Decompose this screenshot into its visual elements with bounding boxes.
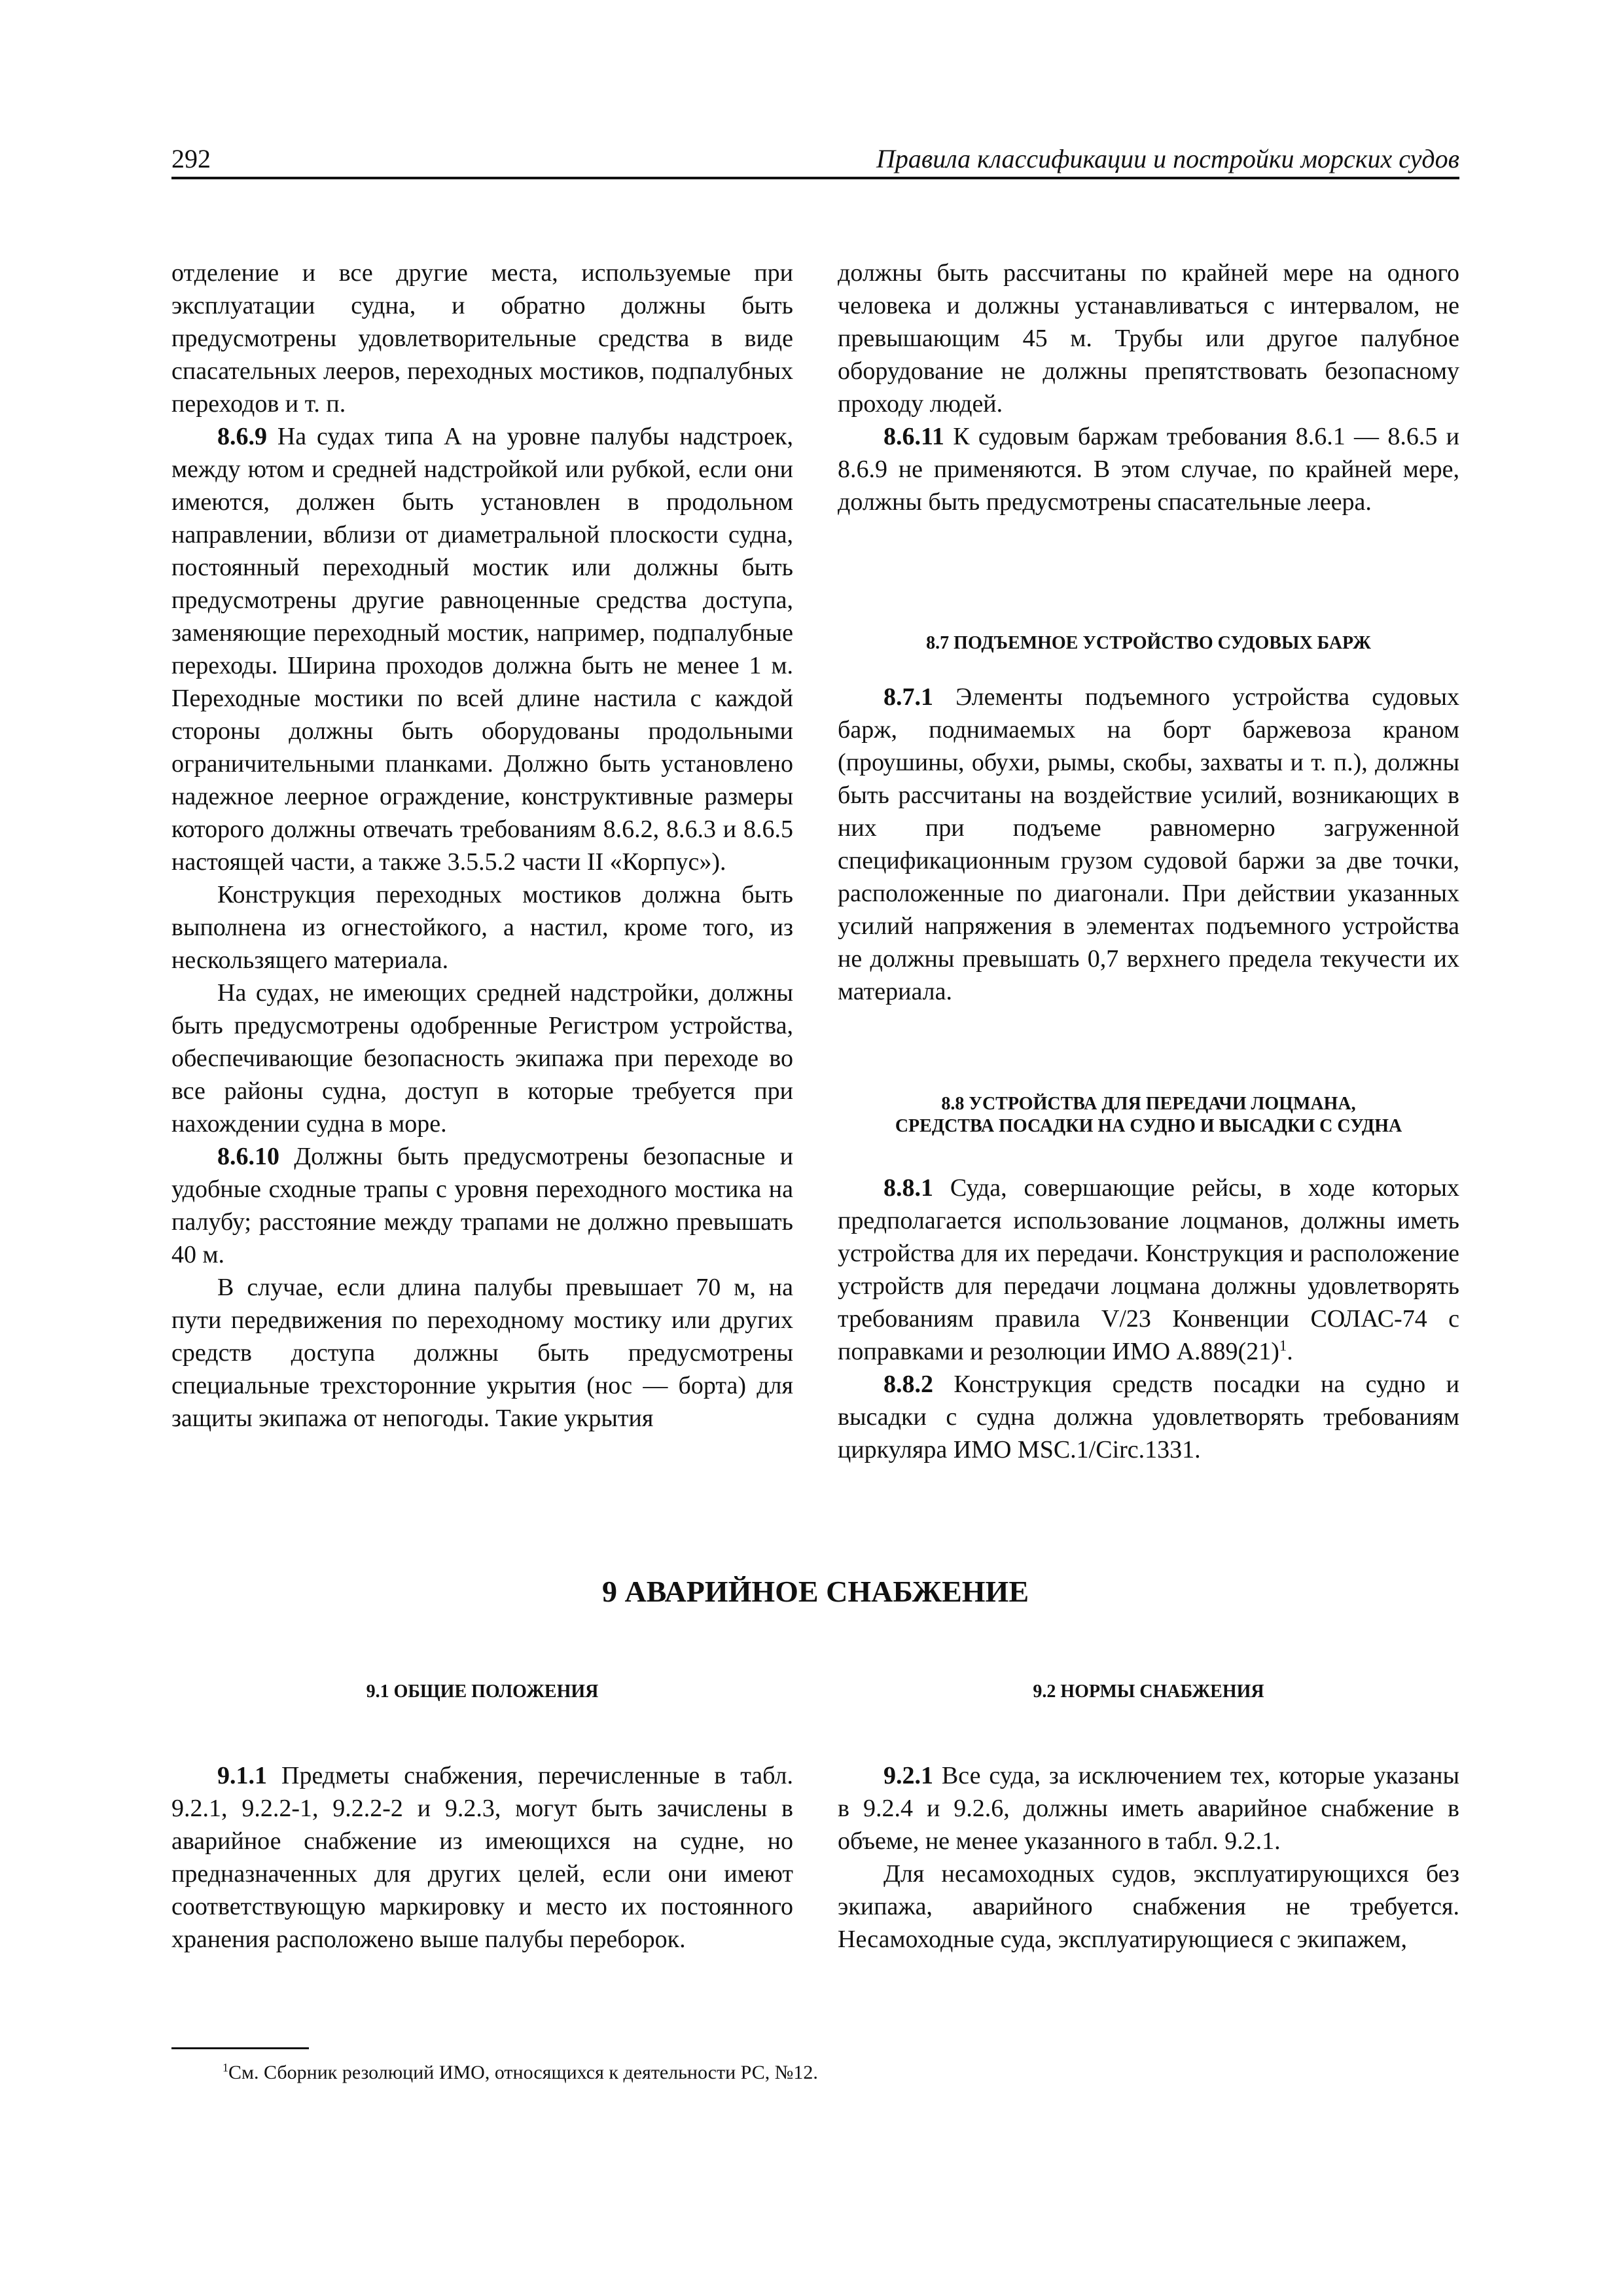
paragraph-9-2-1: 9.2.1 Все суда, за исключением тех, которые указаны в 9.2.4 и 9.2.6, должны иметь аварийное снабжение в объеме, не менее указанного в табл. 9.2.1. [838, 1762, 1459, 1855]
paragraph: Для несамоходных судов, эксплуатирующихся без экипажа, аварийного снабжения не требуется. Несамоходные суда, эксплуатирующиеся с экипажем, [838, 1860, 1459, 1953]
paragraph-8-8-2: 8.8.2 Конструкция средств посадки на судно и высадки с судна должна удовлетворять требованиям циркуляра ИМО MSC.1/Circ.1331. [838, 1371, 1459, 1463]
right-column-8-8 [838, 1172, 1459, 1466]
paragraph-8-6-11: 8.6.11 К судовым баржам требования 8.6.1 — 8.6.5 и 8.6.9 не применяются. В этом случае, по крайней мере, должны быть предусмотрены спасательные леера. [838, 423, 1459, 516]
clause-number: 8.6.9 [217, 423, 267, 450]
footnote-ref: 1 [1279, 1337, 1287, 1354]
paragraph-8-7-1: 8.7.1 Элементы подъемного устройства судовых барж, поднимаемых на борт баржевоза краном (проушины, обухи, рымы, скобы, захваты и т. п.), должны быть рассчитаны на воздействие усилий, возникающих в них при подъеме равномерно загруженной спецификационным грузом судовой баржи за две точки, расположенные по диагонали. При действии указанных усилий напряжения в элементах подъемного устройства не должны превышать 0,7 верхнего предела текучести их материала. [838, 683, 1459, 1005]
paragraph: На судах, не имеющих средней надстройки, должны быть предусмотрены одобренные Регистром устройства, обеспечивающие безопасность экипажа при переходе во все районы судна, доступ в которые требуется при нахождении судна в море. [171, 979, 793, 1138]
left-column-top [171, 257, 793, 1435]
clause-number: 8.8.1 [883, 1174, 933, 1202]
section-heading-8-7: 8.7 ПОДЪЕМНОЕ УСТРОЙСТВО СУДОВЫХ БАРЖ [926, 633, 1371, 653]
paragraph-8-6-10: 8.6.10 Должны быть предусмотрены безопасные и удобные сходные трапы с уровня переходного мостика на палубу; расстояние между трапами не должно превышать 40 м. [171, 1143, 793, 1268]
section-heading-9-1: 9.1 ОБЩИЕ ПОЛОЖЕНИЯ [366, 1681, 599, 1702]
paragraph-9-1-1: 9.1.1 Предметы снабжения, перечисленные в табл. 9.2.1, 9.2.2-1, 9.2.2-2 и 9.2.3, могут быть зачислены в аварийное снабжение из имеющихся на судне, но предназначенных для других целей, если они имеют соответствующую маркировку и место их постоянного хранения расположено выше палубы переборок. [171, 1762, 793, 1953]
running-title: Правила классификации и постройки морских судов [876, 144, 1459, 173]
chapter-heading: 9 АВАРИЙНОЕ СНАБЖЕНИЕ [601, 1575, 1029, 1608]
clause-number: 8.7.1 [883, 683, 933, 711]
paragraph-8-8-1: 8.8.1 Суда, совершающие рейсы, в ходе которых предполагается использование лоцманов, должны иметь устройства для их передачи. Конструкция и расположение устройств для передачи лоцмана должны удовлетворять требованиям правила V/23 Конвенции СОЛАС-74 с поправками и резолюции ИМО $А.889(21)^1$. [838, 1174, 1459, 1365]
paragraph: отделение и все другие места, используемые при эксплуатации судна, и обратно должны быть предусмотрены удовлетворительные средства в виде спасательных лееров, переходных мостиков, подпалубных переходов и т. п. [171, 259, 793, 418]
right-column-8-7 [838, 681, 1459, 1008]
page-number: 292 [171, 144, 211, 173]
page-header [171, 136, 1459, 179]
right-column-9-2 [838, 1759, 1459, 1956]
right-column-top [838, 257, 1459, 518]
clause-number: 9.2.1 [883, 1762, 933, 1789]
paragraph: должны быть рассчитаны по крайней мере на одного человека и должны устанавливаться с интервалом, не превышающим 45 м. Трубы или другое палубное оборудование не должны препятствовать безопасному проходу людей. [838, 259, 1459, 418]
section-heading-9-2: 9.2 НОРМЫ СНАБЖЕНИЯ [1033, 1681, 1264, 1702]
footnote-mark: 1 [223, 2061, 228, 2074]
clause-number: 8.6.10 [217, 1143, 279, 1170]
left-column-9-1 [171, 1759, 793, 1956]
section-heading-8-8: 8.8 УСТРОЙСТВА ДЛЯ ПЕРЕДАЧИ ЛОЦМАНА, СРЕДСТВА ПОСАДКИ НА СУДНО И ВЫСАДКИ С СУДНА [895, 1094, 1402, 1136]
clause-number: 8.6.11 [883, 423, 944, 450]
footnote-rule [171, 2047, 309, 2049]
clause-number: 8.8.2 [883, 1371, 933, 1398]
paragraph: Конструкция переходных мостиков должна быть выполнена из огнестойкого, а настил, кроме того, из нескользящего материала. [171, 881, 793, 974]
paragraph-8-6-9: 8.6.9 На судах типа А на уровне палубы надстроек, между ютом и средней надстройкой или рубкой, если они имеются, должен быть установлен в продольном направлении, вблизи от диаметральной плоскости судна, постоянный переходный мостик или должны быть предусмотрены другие равноценные средства доступа, заменяющие переходный мостик, например, подпалубные переходы. Ширина проходов должна быть не менее 1 м. Переходные мостики по всей длине настила с каждой стороны должны быть оборудованы продольными ограничительными планками. Должно быть установлено надежное леерное ограждение, конструктивные размеры которого должны отвечать требованиям 8.6.2, 8.6.3 и 8.6.5 настоящей части, а также 3.5.5.2 части II «Корпус»). [171, 423, 793, 876]
footnote: $^1$См. Сборник резолюций ИМО, относящихся к деятельности РС, №12. [223, 2061, 818, 2083]
clause-number: 9.1.1 [217, 1762, 267, 1789]
paragraph: В случае, если длина палубы превышает 70 м, на пути передвижения по переходному мостику или других средств доступа должны быть предусмотрены специальные трехсторонние укрытия (нос — борта) для защиты экипажа от непогоды. Такие укрытия [171, 1274, 793, 1432]
header-rule [171, 177, 1459, 179]
